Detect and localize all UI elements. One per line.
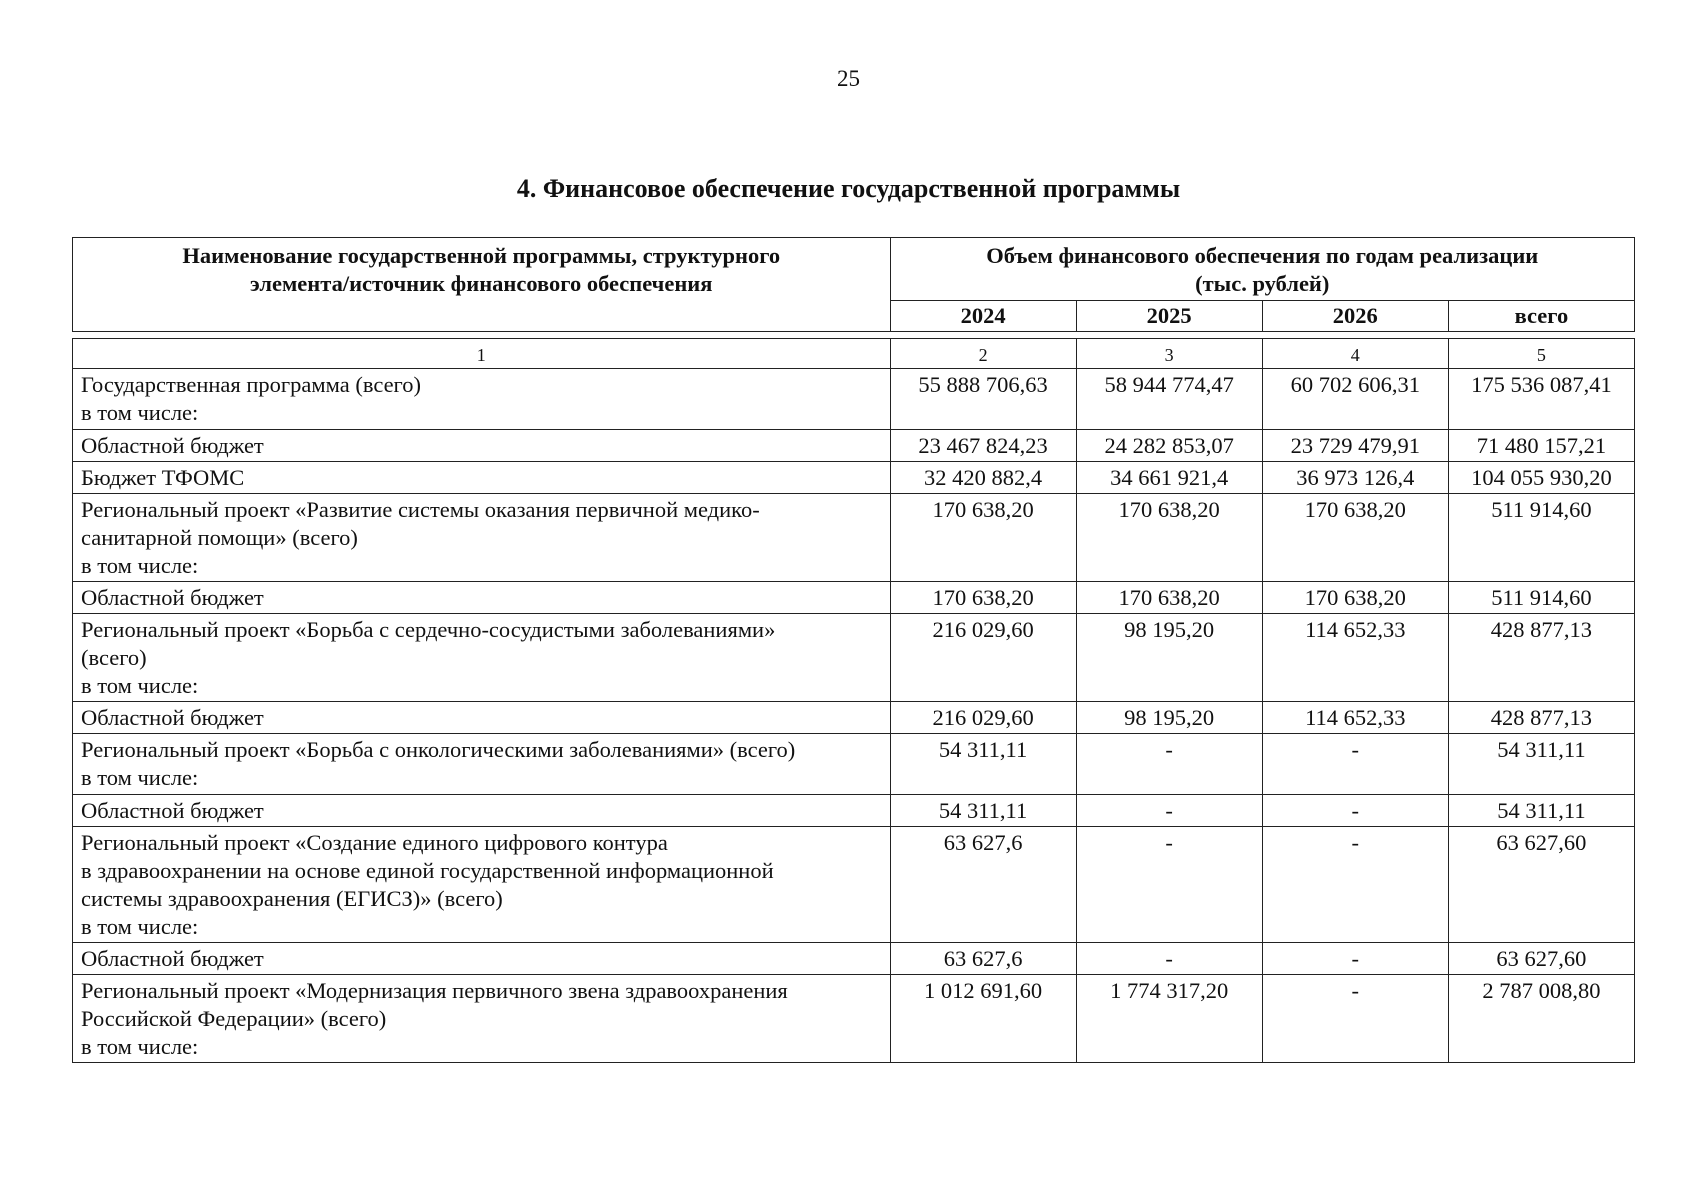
value-2024: 63 627,6 — [890, 943, 1076, 975]
row-name-cell — [73, 494, 891, 582]
row-name-line: в том числе: — [81, 553, 199, 578]
row-name-cell — [73, 943, 891, 975]
row-name-line: Российской Федерации» (всего) — [81, 1006, 387, 1031]
row-name-line: Региональный проект «Создание единого цифрового контура — [81, 830, 668, 855]
section-title: 4. Финансовое обеспечение государственной программы — [516, 174, 1181, 203]
header-name-line: элемента/источник финансового обеспечения — [250, 271, 713, 296]
value-2024: 54 311,11 — [890, 795, 1076, 827]
value-2025: 170 638,20 — [1076, 582, 1262, 614]
header-volume-cell — [890, 238, 1634, 301]
row-name-cell — [73, 795, 891, 827]
row-name-line: в том числе: — [81, 1034, 199, 1059]
year-header-2025: 2025 — [1076, 301, 1262, 332]
value-2024: 63 627,6 — [890, 827, 1076, 943]
row-name-line: в том числе: — [81, 765, 199, 790]
value-2026: - — [1262, 975, 1448, 1063]
row-name-cell — [73, 734, 891, 795]
value-total: 63 627,60 — [1448, 943, 1634, 975]
year-header-2024: 2024 — [890, 301, 1076, 332]
value-2024: 55 888 706,63 — [890, 369, 1076, 430]
value-total: 104 055 930,20 — [1448, 462, 1634, 494]
value-total: 63 627,60 — [1448, 827, 1634, 943]
table-row — [73, 943, 1635, 975]
row-name-cell — [73, 827, 891, 943]
value-2026: 23 729 479,91 — [1262, 430, 1448, 462]
value-2026: 114 652,33 — [1262, 702, 1448, 734]
value-total: 175 536 087,41 — [1448, 369, 1634, 430]
value-total: 54 311,11 — [1448, 795, 1634, 827]
row-name-line: Региональный проект «Модернизация первичного звена здравоохранения — [81, 978, 788, 1003]
value-2025: - — [1076, 734, 1262, 795]
value-2025: - — [1076, 943, 1262, 975]
header-volume-line: (тыс. рублей) — [1195, 271, 1330, 296]
row-name-line: в том числе: — [81, 673, 199, 698]
value-2026: - — [1262, 795, 1448, 827]
value-2025: 34 661 921,4 — [1076, 462, 1262, 494]
value-2024: 170 638,20 — [890, 494, 1076, 582]
column-number: 2 — [890, 339, 1076, 369]
table-row — [73, 582, 1635, 614]
row-name-cell — [73, 975, 891, 1063]
value-2026: - — [1262, 827, 1448, 943]
value-total: 511 914,60 — [1448, 494, 1634, 582]
row-name-cell — [73, 702, 891, 734]
table-row — [73, 369, 1635, 430]
row-name-line: Областной бюджет — [81, 946, 264, 971]
value-2026: - — [1262, 943, 1448, 975]
value-2024: 170 638,20 — [890, 582, 1076, 614]
value-total: 2 787 008,80 — [1448, 975, 1634, 1063]
value-2025: - — [1076, 827, 1262, 943]
value-2026: 36 973 126,4 — [1262, 462, 1448, 494]
value-2026: 60 702 606,31 — [1262, 369, 1448, 430]
value-2025: 98 195,20 — [1076, 702, 1262, 734]
row-name-line: в том числе: — [81, 400, 199, 425]
row-name-line: Областной бюджет — [81, 433, 264, 458]
header-name-cell — [73, 238, 891, 332]
row-name-cell — [73, 430, 891, 462]
column-number: 3 — [1076, 339, 1262, 369]
row-name-line: Государственная программа (всего) — [81, 372, 421, 397]
row-name-line: Региональный проект «Борьба с сердечно-сосудистыми заболеваниями» — [81, 617, 776, 642]
value-2024: 23 467 824,23 — [890, 430, 1076, 462]
value-2025: 98 195,20 — [1076, 614, 1262, 702]
table-row — [73, 462, 1635, 494]
year-header-total: всего — [1448, 301, 1634, 332]
row-name-line: Региональный проект «Развитие системы оказания первичной медико- — [81, 497, 760, 522]
row-name-cell — [73, 369, 891, 430]
row-name-line: в здравоохранении на основе единой государственной информационной — [81, 858, 774, 883]
table-row — [73, 614, 1635, 702]
table-header — [72, 237, 1635, 332]
value-2025: 58 944 774,47 — [1076, 369, 1262, 430]
value-total: 71 480 157,21 — [1448, 430, 1634, 462]
value-2026: - — [1262, 734, 1448, 795]
financing-table — [72, 338, 1635, 1063]
value-2024: 1 012 691,60 — [890, 975, 1076, 1063]
column-number-row — [73, 339, 1635, 369]
column-number: 1 — [73, 339, 891, 369]
value-total: 511 914,60 — [1448, 582, 1634, 614]
value-2024: 32 420 882,4 — [890, 462, 1076, 494]
row-name-line: Бюджет ТФОМС — [81, 465, 245, 490]
row-name-line: в том числе: — [81, 914, 199, 939]
value-2024: 54 311,11 — [890, 734, 1076, 795]
row-name-cell — [73, 582, 891, 614]
row-name-line: Областной бюджет — [81, 798, 264, 823]
table-row — [73, 734, 1635, 795]
value-2024: 216 029,60 — [890, 614, 1076, 702]
value-total: 428 877,13 — [1448, 614, 1634, 702]
row-name-line: (всего) — [81, 645, 147, 670]
value-2024: 216 029,60 — [890, 702, 1076, 734]
value-2025: - — [1076, 795, 1262, 827]
value-total: 428 877,13 — [1448, 702, 1634, 734]
row-name-line: Областной бюджет — [81, 705, 264, 730]
value-2025: 24 282 853,07 — [1076, 430, 1262, 462]
page-number: 25 — [837, 66, 860, 91]
row-name-line: Областной бюджет — [81, 585, 264, 610]
value-2025: 1 774 317,20 — [1076, 975, 1262, 1063]
table-row — [73, 975, 1635, 1063]
table-row — [73, 430, 1635, 462]
value-2025: 170 638,20 — [1076, 494, 1262, 582]
header-name-line: Наименование государственной программы, структурного — [182, 243, 781, 268]
row-name-line: Региональный проект «Борьба с онкологическими заболеваниями» (всего) — [81, 737, 796, 762]
row-name-line: санитарной помощи» (всего) — [81, 525, 358, 550]
column-number: 4 — [1262, 339, 1448, 369]
value-2026: 114 652,33 — [1262, 614, 1448, 702]
header-volume-line: Объем финансового обеспечения по годам реализации — [986, 243, 1539, 268]
table-row — [73, 827, 1635, 943]
table-row — [73, 795, 1635, 827]
value-2026: 170 638,20 — [1262, 582, 1448, 614]
column-number: 5 — [1448, 339, 1634, 369]
year-header-2026: 2026 — [1262, 301, 1448, 332]
row-name-line: системы здравоохранения (ЕГИСЗ)» (всего) — [81, 886, 503, 911]
row-name-cell — [73, 462, 891, 494]
value-total: 54 311,11 — [1448, 734, 1634, 795]
row-name-cell — [73, 614, 891, 702]
table-row — [73, 494, 1635, 582]
table-row — [73, 702, 1635, 734]
value-2026: 170 638,20 — [1262, 494, 1448, 582]
